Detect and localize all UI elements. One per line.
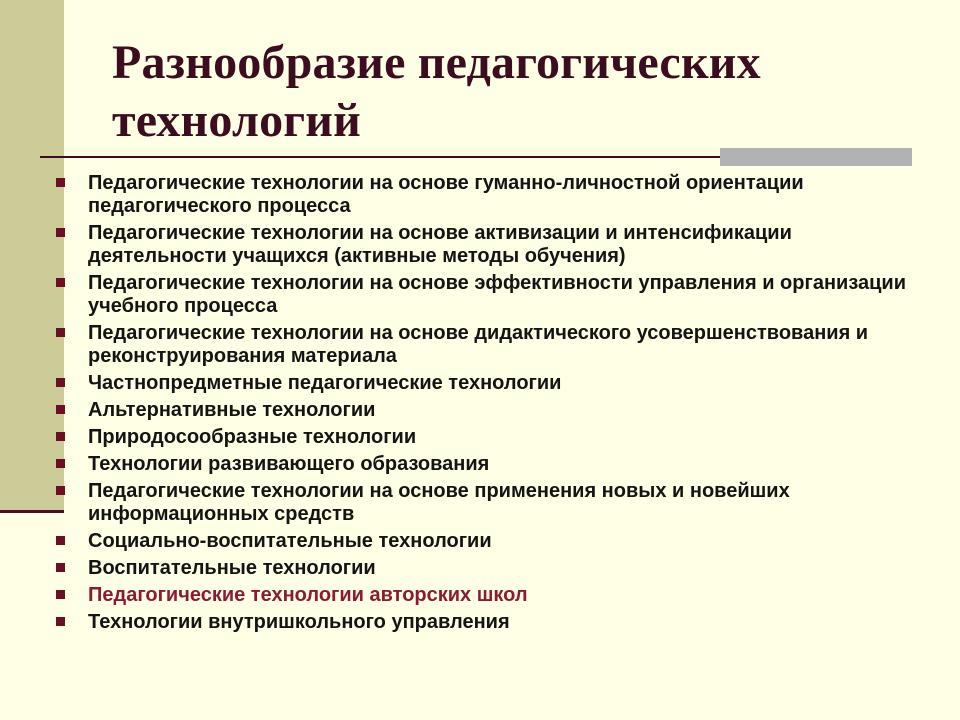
list-item (56, 426, 936, 449)
slide-title-line-1: Разнообразие педагогических (112, 36, 761, 89)
square-bullet-icon (56, 278, 65, 287)
square-bullet-icon (56, 536, 65, 545)
slide-title-line-2: технологий (112, 94, 361, 147)
list-item-text: Педагогические технологии на основе эффективности управления и организации учебного процесса (88, 272, 906, 317)
list-item-text: Педагогические технологии на основе применения новых и новейших информационных средств (88, 480, 790, 525)
square-bullet-icon (56, 486, 65, 495)
list-item-text: Социально-воспитательные технологии (88, 530, 492, 552)
square-bullet-icon (56, 405, 65, 414)
square-bullet-icon (56, 328, 65, 337)
list-item-text: Природосообразные технологии (88, 426, 417, 448)
square-bullet-icon (56, 178, 65, 187)
square-bullet-icon (56, 617, 65, 626)
list-item-text: Педагогические технологии на основе дидактического усовершенствования и реконструирования материала (88, 322, 869, 367)
list-item-text: Педагогические технологии на основе активизации и интенсификации деятельности учащихся (активные методы обучения) (88, 222, 792, 267)
list-item-text: Педагогические технологии на основе гуманно-личностной ориентации педагогического процесса (88, 172, 804, 217)
list-item (56, 222, 936, 268)
list-item-highlighted (56, 584, 936, 607)
list-item (56, 322, 936, 368)
square-bullet-icon (56, 378, 65, 387)
list-item (56, 530, 936, 553)
list-item-text: Технологии развивающего образования (88, 453, 490, 475)
list-item-text: Альтернативные технологии (88, 399, 376, 421)
bullet-list (56, 172, 936, 638)
square-bullet-icon (56, 228, 65, 237)
list-item (56, 372, 936, 395)
list-item (56, 611, 936, 634)
list-item-text: Воспитательные технологии (88, 557, 376, 579)
list-item (56, 399, 936, 422)
list-item-text: Частнопредметные педагогические технологии (88, 372, 562, 394)
list-item (56, 480, 936, 526)
side-decor-bar (0, 0, 64, 512)
list-item (56, 557, 936, 580)
side-decor-line (0, 510, 64, 513)
list-item (56, 172, 936, 218)
list-item (56, 453, 936, 476)
square-bullet-icon (56, 590, 65, 599)
slide-title (112, 34, 892, 150)
title-divider-accent (720, 148, 912, 166)
square-bullet-icon (56, 432, 65, 441)
list-item-text: Педагогические технологии авторских школ (88, 584, 528, 606)
list-item (56, 272, 936, 318)
square-bullet-icon (56, 563, 65, 572)
list-item-text: Технологии внутришкольного управления (88, 611, 510, 633)
square-bullet-icon (56, 459, 65, 468)
